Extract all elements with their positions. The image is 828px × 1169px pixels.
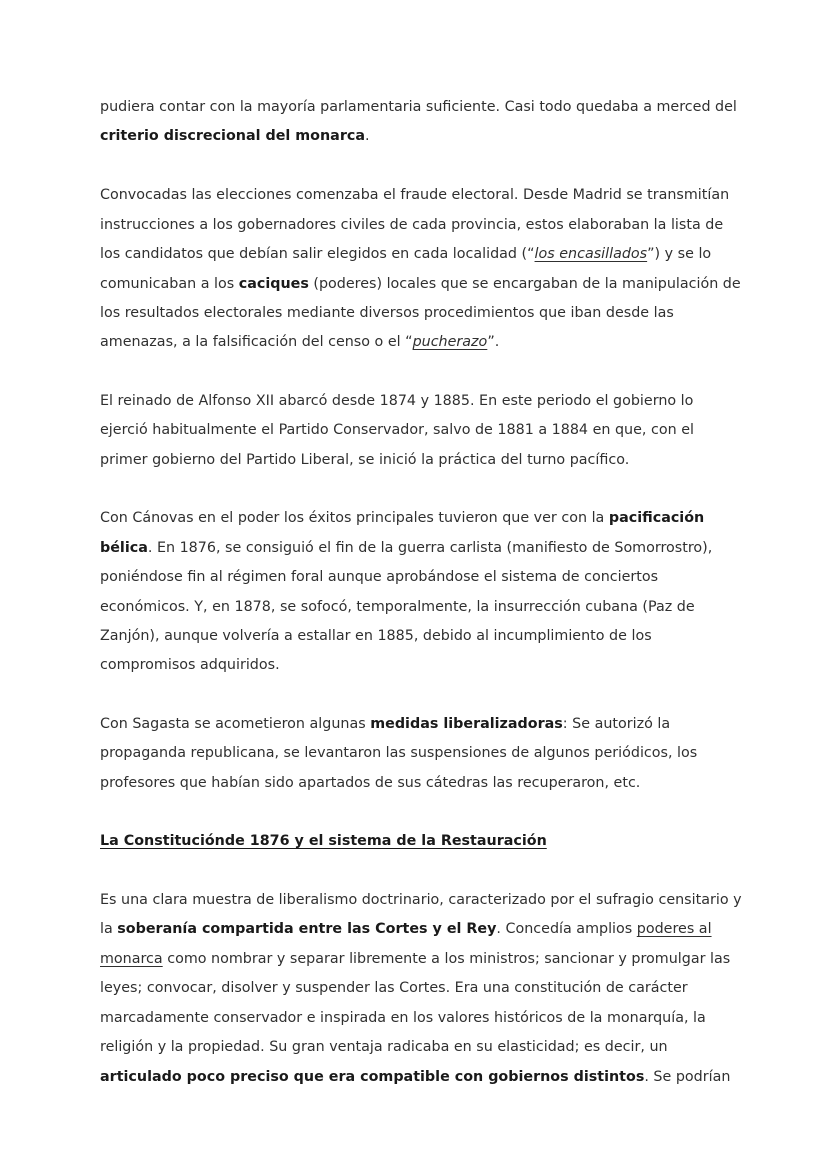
text-span: Con Cánovas en el poder los éxitos principales tuvieron que ver con la	[100, 510, 609, 527]
paragraph-alfonso-xii-reign	[100, 387, 728, 475]
text-line: pudiera contar con la mayoría parlamentaria suficiente. Casi todo quedaba a merced del	[100, 99, 737, 115]
text-span: : Se autorizó la	[562, 716, 671, 733]
text-line	[100, 534, 728, 563]
text-line	[100, 240, 728, 269]
paragraph-canovas	[100, 504, 728, 680]
text-line	[100, 328, 728, 357]
text-span: ”.	[487, 334, 500, 351]
text-line	[100, 710, 728, 739]
bold-text: soberanía compartida entre las Cortes y el Rey	[117, 921, 497, 938]
text-line: compromisos adquiridos.	[100, 657, 280, 674]
text-span: comunicaban a los	[100, 275, 239, 292]
text-line: poniéndose fin al régimen foral aunque aprobándose el sistema de conciertos	[100, 569, 659, 586]
text-line: Es una clara muestra de liberalismo doctrinario, caracterizado por el sufragio censitario y	[100, 892, 742, 909]
text-line: profesores que habían sido apartados de sus cátedras las recuperaron, etc.	[100, 774, 641, 791]
paragraph-monarch-discretion	[100, 93, 737, 152]
text-span: . En 1876, se consiguió el fin de la guerra carlista (manifiesto de Somorrostro),	[147, 539, 713, 556]
text-line: leyes; convocar, disolver y suspender las Cortes. Era una constitución de carácter	[100, 980, 688, 997]
text-line	[100, 1063, 731, 1092]
text-span: la	[100, 921, 118, 938]
underlined-text: monarca	[100, 950, 163, 967]
text-line: ejerció habitualmente el Partido Conservador, salvo de 1881 a 1884 en que, con el	[100, 422, 694, 439]
paragraph-electoral-fraud	[100, 181, 741, 357]
text-line: marcadamente conservador e inspirada en los valores históricos de la monarquía, la	[100, 1009, 706, 1026]
text-span: los candidatos que debían salir elegidos en cada localidad (“	[100, 246, 535, 263]
text-line: propaganda republicana, se levantaron las suspensiones de algunos periódicos, los	[100, 745, 698, 762]
text-span: Con Sagasta se acometieron algunas	[100, 716, 371, 733]
section-heading: La Constituciónde 1876 y el sistema de la Restauración	[100, 833, 547, 850]
underlined-text: poderes al	[636, 921, 712, 938]
text-line: El reinado de Alfonso XII abarcó desde 1874 y 1885. En este periodo el gobierno lo	[100, 393, 694, 410]
text-line	[100, 122, 728, 151]
bold-text: articulado poco preciso que era compatible con gobiernos distintos	[100, 1068, 645, 1085]
bold-text: criterio discrecional del monarca	[100, 128, 366, 145]
term-link-pucherazo: pucherazo	[412, 334, 488, 351]
text-line: Zanjón), aunque volvería a estallar en 1885, debido al incumplimiento de los	[100, 628, 652, 645]
text-line: Convocadas las elecciones comenzaba el fraude electoral. Desde Madrid se transmitían	[100, 187, 730, 204]
text-span: (poderes) locales que se encargaban de la manipulación de	[308, 275, 741, 292]
text-line	[100, 945, 731, 974]
text-span: como nombrar y separar libremente a los ministros; sancionar y promulgar las	[162, 950, 731, 967]
term-link-encasillados: los encasillados	[534, 246, 648, 263]
bold-text: pacificación	[608, 510, 705, 527]
text-line	[100, 915, 728, 944]
text-line	[100, 270, 741, 299]
text-span: . Concedía amplios	[496, 921, 637, 938]
text-line: económicos. Y, en 1878, se sofocó, temporalmente, la insurrección cubana (Paz de	[100, 598, 695, 615]
text-line: primer gobierno del Partido Liberal, se inició la práctica del turno pacífico.	[100, 451, 630, 468]
text-line: los resultados electorales mediante diversos procedimientos que iban desde las	[100, 305, 674, 322]
text-line: instrucciones a los gobernadores civiles de cada provincia, estos elaboraban la lista de	[100, 216, 724, 233]
text-span: amenazas, a la falsificación del censo o el “	[100, 334, 413, 351]
bold-text: bélica	[100, 539, 148, 556]
paragraph-constitution-1876	[100, 886, 742, 1092]
document-page	[100, 93, 742, 1121]
text-line	[100, 504, 728, 533]
bold-text: medidas liberalizadoras	[370, 716, 563, 733]
bold-text: caciques	[238, 275, 309, 292]
text-span: .	[365, 128, 370, 145]
text-span: . Se podrían	[644, 1068, 731, 1085]
paragraph-sagasta	[100, 710, 728, 798]
text-span: ”) y se lo	[647, 246, 712, 263]
text-line: religión y la propiedad. Su gran ventaja radicaba en su elasticidad; es decir, un	[100, 1039, 668, 1056]
